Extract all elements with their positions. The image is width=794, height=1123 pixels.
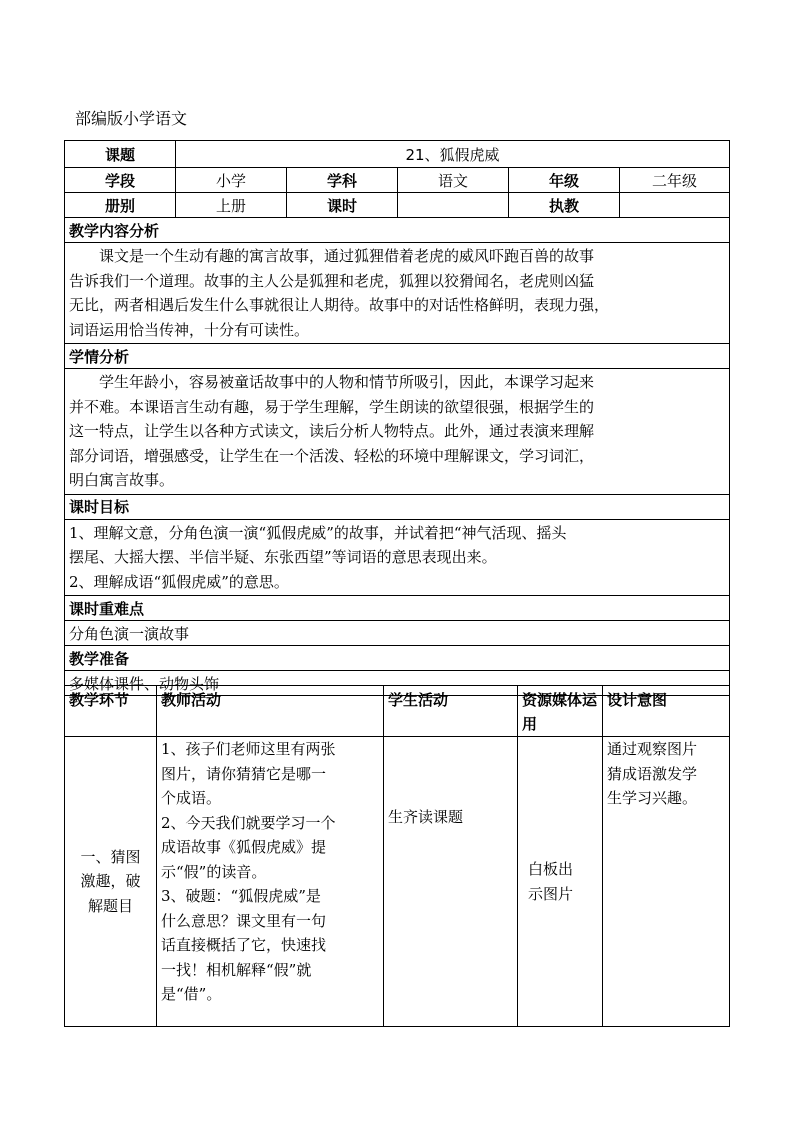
intent-line: 猜成语激发学 xyxy=(607,764,698,783)
student-analysis-text xyxy=(65,369,730,495)
volume-label: 册别 xyxy=(65,193,176,218)
topic-label: 课题 xyxy=(65,141,176,168)
subject-value: 语文 xyxy=(398,168,509,193)
teacher-line: 个成语。 xyxy=(161,789,222,807)
key-points-heading: 课时重难点 xyxy=(65,596,730,621)
media-cell xyxy=(518,737,603,1027)
topic-value: 21、狐假虎威 xyxy=(176,141,730,168)
stage-line: 激趣，破 xyxy=(80,872,141,891)
intent-line: 生学习兴趣。 xyxy=(607,789,698,807)
teacher-line: 2、今天我们就要学习一个 xyxy=(161,813,336,832)
goal-line: 1、理解文意，分角色演一演“狐假虎威”的故事，并试着把“神气活现、摇头 xyxy=(69,523,567,542)
media-line: 示图片 xyxy=(528,884,574,903)
content-analysis-heading: 教学内容分析 xyxy=(65,218,730,243)
teacher-line: 示“假”的读音。 xyxy=(161,862,267,881)
header-teacher-activity: 教师活动 xyxy=(157,686,384,737)
grade-label: 年级 xyxy=(509,168,620,193)
student-analysis-heading: 学情分析 xyxy=(65,344,730,369)
period-label: 课时 xyxy=(287,193,398,218)
content-line: 词语运用恰当传神，十分有可读性。 xyxy=(69,320,310,339)
content-line: 无比，两者相遇后发生什么事就很让人期待。故事中的对话性格鲜明，表现力强， xyxy=(69,296,610,314)
lesson-goals-heading: 课时目标 xyxy=(65,494,730,519)
stage-cell xyxy=(65,737,157,1027)
teacher-line: 一找！相机解释“假”就 xyxy=(161,960,312,979)
teacher-line: 成语故事《狐假虎威》提 xyxy=(161,838,327,856)
student-activity-text: 生齐读课题 xyxy=(388,808,464,826)
teaching-process-table xyxy=(64,685,730,1027)
content-line: 课文是一个生动有趣的寓言故事，通过狐狸借着老虎的威风吓跑百兽的故事 xyxy=(99,247,595,265)
lesson-info-table xyxy=(64,140,730,696)
grade-value: 二年级 xyxy=(620,168,730,193)
teacher-line: 是“借”。 xyxy=(161,985,222,1003)
content-line: 告诉我们一个道理。故事的主人公是狐狸和老虎，狐狸以狡猾闻名，老虎则凶猛 xyxy=(69,271,595,290)
header-media: 资源媒体运用 xyxy=(518,686,603,737)
period-value xyxy=(398,193,509,218)
design-intent-cell xyxy=(603,737,730,1027)
stage-line: 一、猜图 xyxy=(80,847,141,866)
teacher-value xyxy=(620,193,730,218)
lesson-goals-text xyxy=(65,519,730,596)
student-line: 部分词语，增强感受，让学生在一个活泼、轻松的环境中理解课文，学习词汇， xyxy=(69,446,595,465)
goal-line: 2、理解成语“狐假虎威”的意思。 xyxy=(69,572,289,591)
teacher-line: 话直接概括了它，快速找 xyxy=(161,936,327,954)
student-line: 这一特点，让学生以各种方式读文，读后分析人物特点。此外，通过表演来理解 xyxy=(69,422,595,440)
goal-line: 摆尾、大摇大摆、半信半疑、东张西望”等词语的意思表现出来。 xyxy=(69,548,497,566)
teacher-activity-cell xyxy=(157,737,384,1027)
teacher-line: 3、破题：“狐假虎威”是 xyxy=(161,887,321,905)
student-activity-cell xyxy=(384,737,518,1027)
header-stage: 教学环节 xyxy=(65,686,157,737)
volume-value: 上册 xyxy=(176,193,287,218)
media-line: 白板出 xyxy=(528,860,574,878)
teacher-line: 什么意思？课文里有一句 xyxy=(161,911,327,930)
preparation-heading: 教学准备 xyxy=(65,646,730,671)
subject-label: 学科 xyxy=(287,168,398,193)
student-line: 学生年龄小，容易被童话故事中的人物和情节所吸引，因此，本课学习起来 xyxy=(99,373,595,391)
key-points-text: 分角色演一演故事 xyxy=(65,621,730,646)
teacher-line: 图片，请你猜猜它是哪一 xyxy=(161,764,327,783)
teacher-line: 1、孩子们老师这里有两张 xyxy=(161,740,336,758)
student-line: 并不难。本课语言生动有趣，易于学生理解，学生朗读的欲望很强，根据学生的 xyxy=(69,397,595,416)
stage-value: 小学 xyxy=(176,168,287,193)
document-header: 部编版小学语文 xyxy=(75,109,188,128)
stage-label: 学段 xyxy=(65,168,176,193)
student-line: 明白寓言故事。 xyxy=(69,471,175,489)
header-design-intent: 设计意图 xyxy=(603,686,730,737)
teacher-label: 执教 xyxy=(509,193,620,218)
header-student-activity: 学生活动 xyxy=(384,686,518,737)
intent-line: 通过观察图片 xyxy=(607,740,698,758)
stage-line: 解题目 xyxy=(87,896,133,915)
content-analysis-text xyxy=(65,243,730,344)
preparation-text: 多媒体课件、动物头饰 xyxy=(65,671,730,696)
